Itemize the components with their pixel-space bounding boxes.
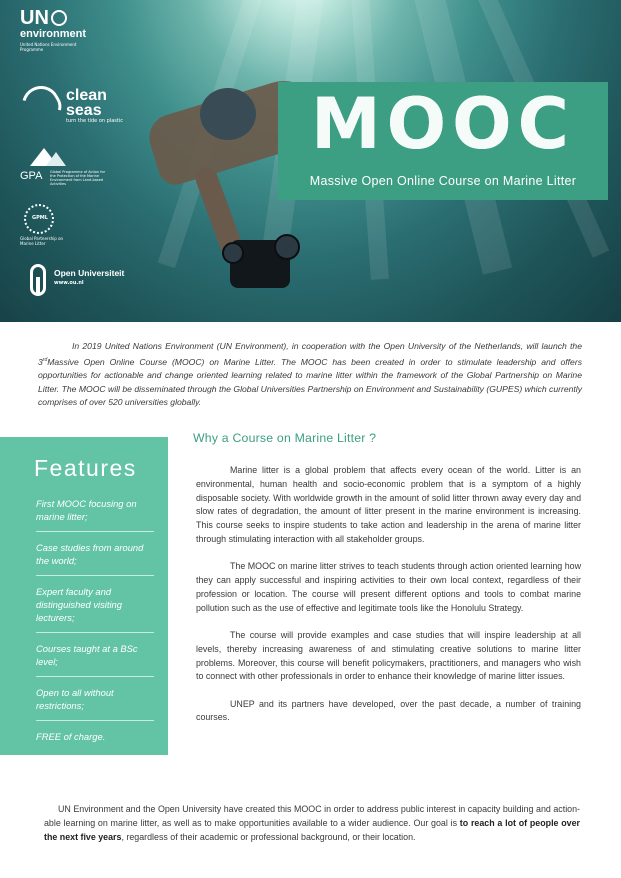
clean-seas-title: clean seas (66, 87, 107, 119)
gpa-text: GPA (20, 170, 43, 182)
un-globe-icon (51, 10, 67, 26)
paragraph-text: UNEP and its partners have developed, over the past decade, a number of training courses. (196, 698, 581, 723)
gpa-logo (20, 148, 130, 188)
features-list (36, 497, 154, 760)
clean-seas-logo (20, 86, 130, 130)
gpml-subtitle: Global Partnership on Marine Litter (20, 236, 64, 246)
hero-banner (0, 0, 621, 322)
mountain-icon (46, 152, 66, 166)
body-paragraph (196, 629, 581, 684)
open-universiteit-logo (20, 264, 130, 304)
paragraph-text: The course will provide examples and case studies that will inspire leadership at all levels, thereby increasing awareness of and stimulating creative solutions to marine litter problems. Moreover, this course will benefit policymakers, practitioners, and managers who wish to connect with other professionals in order to enhance their knowledge of marine litter issues. (196, 629, 581, 682)
gpml-logo (20, 204, 80, 254)
intro-superscript: rd (42, 356, 48, 363)
intro-text-1: In 2019 United Nations Environment (UN Environment), in cooperation with the Open University of the Netherlands, will launch the 3 (38, 341, 582, 367)
features-panel (0, 437, 168, 755)
underwater-camera-icon (230, 240, 290, 288)
clean-seas-tagline: turn the tide on plastic (66, 118, 123, 124)
camera-light (274, 234, 300, 260)
feature-item: First MOOC focusing on marine litter; (36, 497, 154, 532)
closing-emphasis: to reach a lot of people over the next five years (44, 818, 580, 842)
body-paragraph (196, 698, 581, 726)
closing-text-2: , regardless of their academic or professional background, or their location. (121, 832, 416, 842)
closing-paragraph (44, 802, 580, 844)
why-body (196, 464, 581, 739)
feature-item: Expert faculty and distinguished visiting lecturers; (36, 585, 154, 633)
feature-item: FREE of charge. (36, 731, 106, 742)
mooc-title-box (278, 82, 608, 200)
body-paragraph (196, 464, 581, 547)
features-heading: Features (34, 455, 137, 481)
un-environment-text: environment (20, 28, 87, 40)
camera-light (222, 242, 244, 264)
mooc-title: MOOC (310, 83, 576, 165)
ou-title: Open Universiteit (54, 268, 125, 278)
feature-item: Open to all without restrictions; (36, 686, 154, 721)
feature-item: Courses taught at a BSc level; (36, 642, 154, 677)
closing-text-1: UN Environment and the Open University have created this MOOC in order to address public interest in capacity building and action- able learning on marine litter, as well as to make opportunities available to a wider audience. Our goal is (44, 804, 580, 828)
mooc-subtitle: Massive Open Online Course on Marine Litter (309, 174, 577, 188)
paragraph-text: The MOOC on marine litter strives to teach students through action oriented learning how they can apply successful and inspiring activities to their own local context, regardless of their profession or location. The course will present different options and tools to combat marine pollution such as the use of effective and legitimate tools like the Honolulu Strategy. (196, 561, 581, 613)
un-environment-logo (20, 8, 86, 52)
paragraph-text: Marine litter is a global problem that affects every ocean of the world. Litter is an environmental, human health and socio-economic problem that is a symptom of a highly disposable society. With worldwide growth in the amount of solid litter thrown away every day and slow rates of degradation, the amount of litter present in the marine environment is increasing. This course seeks to inspire students to take action and leadership in the arena of marine litter through stimulating interaction with all stakeholder groups. (196, 465, 581, 544)
intro-paragraph (38, 340, 582, 410)
swimmer-head (200, 88, 256, 140)
wave-icon (15, 79, 67, 131)
gpa-subtitle: Global Programme of Action for the Protection of the Marine Environment from Land-based Activities (50, 170, 106, 186)
ou-mark-icon (30, 264, 46, 296)
globe-icon (24, 204, 54, 234)
section-heading: Why a Course on Marine Litter ? (193, 431, 377, 445)
intro-text-2: Massive Open Online Course (MOOC) on Marine Litter. The MOOC has been created in order to stimulate leadership and offers opportunities for actionable and change oriented learning related to marine litter within the framework of the Global Partnership on Marine Litter. The MOOC will be disseminated through the Global Universities Partnership on Environment and Sustainability (GUPES) which currently comprises of over 520 universities globally. (38, 356, 582, 408)
ou-url: www.ou.nl (54, 280, 84, 286)
feature-item: Case studies from around the world; (36, 541, 154, 576)
un-mark-text: UN (20, 7, 49, 29)
gpml-text: GPML (32, 215, 48, 221)
body-paragraph (196, 560, 581, 615)
un-subtitle: United Nations Environment Programme (20, 42, 77, 52)
